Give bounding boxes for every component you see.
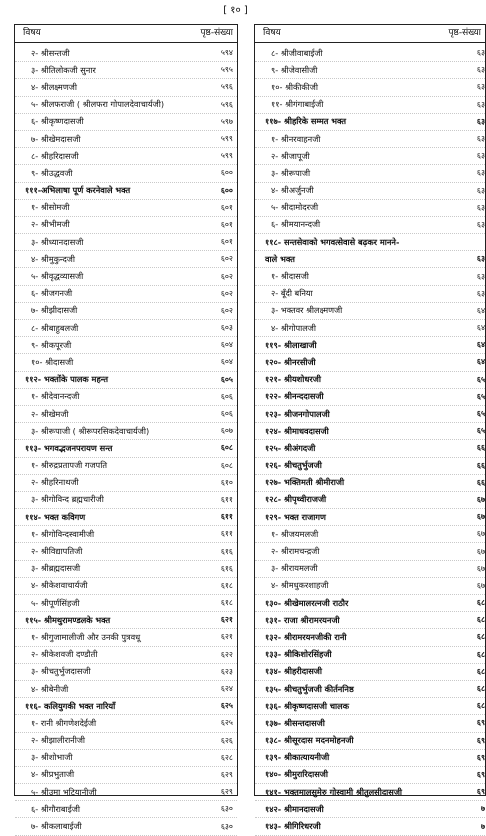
index-entry	[15, 131, 237, 148]
entry-title: ११५- श्रीमथुरामण्डलके भक्त	[25, 614, 111, 625]
entry-page: ६०२	[220, 271, 233, 281]
entry-page: ६६	[476, 443, 485, 453]
entry-page: ६३	[476, 99, 485, 109]
index-entry	[255, 698, 485, 715]
index-entry	[15, 79, 237, 96]
entry-title: २- श्रीरामचन्द्रजी	[271, 546, 320, 557]
entry-title: १२७- भक्तिमती श्रीमीराजी	[265, 477, 345, 488]
entry-title: ५- श्रीदामोदरजी	[271, 202, 319, 213]
index-entry	[255, 647, 485, 664]
entry-page: ६२१	[220, 632, 233, 642]
entry-page: ६३०	[220, 804, 233, 814]
entry-title: १४२- श्रीमानदासजी	[265, 803, 324, 814]
entry-page: ६८	[476, 598, 485, 608]
entry-page: ७	[480, 804, 485, 814]
index-entry	[15, 165, 237, 182]
entry-page: ६५	[476, 426, 485, 436]
entry-title: ३- श्रीध्यानदासजी	[31, 236, 84, 247]
entry-page: ६०१	[220, 237, 233, 247]
entry-page: ६२५	[220, 718, 233, 728]
index-entry	[255, 165, 485, 182]
index-entry	[15, 612, 237, 629]
entry-title: ७- श्रीखेमदासजी	[31, 133, 81, 144]
entry-title: ८- श्रीजीवाबाईजी	[271, 47, 323, 58]
entry-page: ६२९	[220, 787, 233, 797]
entry-title: १२२- श्रीनन्ददासजी	[265, 391, 324, 402]
entry-page: ६१०	[220, 477, 233, 487]
entry-page: ६६	[476, 477, 485, 487]
entry-page: ६३०	[220, 821, 233, 831]
left-entries	[15, 43, 237, 836]
entry-title: वाले भक्त	[265, 253, 295, 264]
right-column-header	[255, 25, 485, 43]
entry-title: १३९- श्रीकात्यायनीजी	[265, 752, 330, 763]
index-entry	[255, 268, 485, 285]
page-number: [ १० ]	[223, 5, 248, 16]
subject-heading: विषय	[263, 28, 281, 38]
entry-page: ६३	[476, 134, 485, 144]
entry-page: ६९	[476, 787, 485, 797]
entry-title: ११९- श्रीलाखाजी	[265, 339, 317, 350]
entry-title: १- श्रीदेवानन्दजी	[31, 391, 80, 402]
index-entry	[15, 647, 237, 664]
index-entry	[15, 767, 237, 784]
index-entry	[15, 251, 237, 268]
entry-page: ६३	[476, 202, 485, 212]
entry-title: १२९- भक्त राजागण	[265, 511, 326, 522]
index-entry	[15, 200, 237, 217]
entry-title: १२०- श्रीनरसीजी	[265, 356, 316, 367]
entry-page: ६३	[476, 151, 485, 161]
index-entry	[15, 681, 237, 698]
index-entry	[15, 354, 237, 371]
index-entry	[15, 526, 237, 543]
index-entry	[15, 372, 237, 389]
entry-title: ४- श्रीकेशवाचार्यजी	[31, 580, 88, 591]
index-entry	[15, 389, 237, 406]
index-entry	[15, 561, 237, 578]
index-entry	[15, 406, 237, 423]
entry-title: १४०- श्रीमुरारिदासजी	[265, 769, 328, 780]
entry-title: १- श्रीनरवाहनजी	[271, 133, 321, 144]
entry-title: ३- श्रीरायमलजी	[271, 563, 318, 574]
entry-title: १४३- श्रीगिरिधरजी	[265, 821, 321, 832]
index-entry	[255, 440, 485, 457]
index-entry	[255, 320, 485, 337]
index-entry	[15, 303, 237, 320]
entry-page: ६०४	[220, 357, 233, 367]
entry-page: ६०२	[220, 254, 233, 264]
index-entry	[255, 681, 485, 698]
index-entry	[255, 79, 485, 96]
index-entry	[255, 148, 485, 165]
index-entry	[15, 595, 237, 612]
entry-title: ६- श्रीमयानन्दजी	[271, 219, 321, 230]
index-entry	[15, 509, 237, 526]
index-entry	[255, 114, 485, 131]
entry-page: ५९६	[220, 99, 233, 109]
entry-title: २- श्रीसन्तजी	[31, 47, 70, 58]
entry-title: १- श्रीगुजामालीजी और उनकी पुत्रवधू	[31, 631, 141, 642]
entry-title: ८- श्रीहरिदासजी	[31, 150, 79, 161]
entry-title: ३- श्रीरूपाजी	[271, 167, 311, 178]
right-entries	[255, 43, 485, 836]
entry-title: ५- श्रीउमा भटियानीजी	[31, 786, 97, 797]
index-entry	[255, 629, 485, 646]
index-entry	[15, 62, 237, 79]
index-entry	[15, 698, 237, 715]
entry-title: १- रानी श्रीगणेशदेईजी	[31, 717, 97, 728]
index-entry	[15, 234, 237, 251]
entry-title: ७- श्रीकलाबाईजी	[31, 821, 82, 832]
entry-page: ५९५	[220, 65, 233, 75]
index-entry	[15, 733, 237, 750]
index-entry	[255, 750, 485, 767]
index-entry	[255, 526, 485, 543]
entry-title: १११-अभिलाषा पूर्ण करनेवाले भक्त	[25, 185, 131, 196]
entry-title: १२४- श्रीमाधवदासजी	[265, 425, 329, 436]
entry-page: ६८	[476, 632, 485, 642]
entry-title: ६- श्रीजगनजी	[31, 288, 73, 299]
entry-page: ६२४	[220, 684, 233, 694]
entry-page: ६८	[476, 684, 485, 694]
index-entry	[15, 818, 237, 835]
entry-title: ४- श्रीअर्जुनजी	[271, 185, 314, 196]
entry-title: ७- श्रीझीदासजी	[31, 305, 78, 316]
index-entry	[15, 97, 237, 114]
entry-title: ३- श्रीरूपाजी ( श्रीरूपरसिकदेवाचार्यजी)	[31, 425, 150, 436]
entry-page: ६११	[220, 512, 233, 522]
entry-page: ५९९	[220, 151, 233, 161]
entry-page: ६७	[476, 563, 485, 573]
index-entry	[255, 286, 485, 303]
index-entry	[15, 715, 237, 732]
entry-title: ११- श्रीगंगाबाईजी	[271, 99, 324, 110]
index-entry	[255, 251, 485, 268]
index-entry	[15, 750, 237, 767]
entry-page: ६३	[476, 254, 485, 264]
index-entry	[255, 733, 485, 750]
entry-page: ६२३	[220, 666, 233, 676]
entry-page: ६०२	[220, 305, 233, 315]
entry-title: १३७- श्रीसन्तदासजी	[265, 717, 325, 728]
entry-title: १०- श्रीकीकीजी	[271, 81, 319, 92]
entry-page: ६९	[476, 735, 485, 745]
entry-title: ६- श्रीगौराबाईजी	[31, 803, 80, 814]
entry-page: ६५	[476, 391, 485, 401]
index-entry	[255, 62, 485, 79]
entry-title: १३३- श्रीकिशोरसिंहजी	[265, 649, 332, 660]
entry-page: ६३	[476, 48, 485, 58]
index-entry	[255, 801, 485, 818]
entry-title: १३६- श्रीकृष्णदासजी चालक	[265, 700, 349, 711]
entry-page: ६१८	[220, 598, 233, 608]
index-entry	[255, 45, 485, 62]
entry-page: ६८	[476, 701, 485, 711]
entry-title: ३- भक्तवर श्रीलक्ष्मणजी	[271, 305, 343, 316]
entry-page: ६४	[476, 323, 485, 333]
subject-heading: विषय	[23, 28, 41, 38]
index-entry	[15, 114, 237, 131]
entry-page: ६३	[476, 168, 485, 178]
entry-title: २- श्रीकेशवजी दण्डौती	[31, 649, 98, 660]
entry-page: ६३	[476, 82, 485, 92]
entry-title: ९- श्रीउद्धवजी	[31, 167, 73, 178]
entry-page: ६०८	[220, 443, 233, 453]
entry-page: ६४	[476, 357, 485, 367]
index-entry	[15, 475, 237, 492]
index-entry	[15, 217, 237, 234]
entry-page: ६२२	[220, 649, 233, 659]
entry-title: ९- श्रीकपूरजी	[31, 339, 72, 350]
left-column-header	[15, 25, 237, 43]
entry-title: १- श्रीरुद्रप्रतापजी गजपति	[31, 460, 107, 471]
entry-title: १- श्रीजयमलजी	[271, 528, 319, 539]
entry-page: ६६	[476, 460, 485, 470]
entry-title: ११२- भक्तोंके पालक महन्त	[25, 374, 108, 385]
entry-title: २- श्रीझालीरानीजी	[31, 735, 86, 746]
index-entry	[15, 578, 237, 595]
entry-title: १३८- श्रीसूरदास मदनमोहनजी	[265, 735, 354, 746]
entry-page: ६०१	[220, 219, 233, 229]
entry-page: ६०५	[220, 374, 233, 384]
entry-title: १०- श्रीदासजी	[31, 356, 74, 367]
entry-page: ६११	[220, 494, 233, 504]
entry-title: २- श्रीखेमजी	[31, 408, 69, 419]
entry-title: ११४- भक्त कविगण	[25, 511, 86, 522]
entry-title: २- श्रीभीमजी	[31, 219, 70, 230]
index-entry	[255, 664, 485, 681]
entry-page: ६७	[476, 546, 485, 556]
entry-title: १३१- राजा श्रीरामरयनजी	[265, 614, 340, 625]
entry-title: १- श्रीसोमजी	[31, 202, 70, 213]
entry-title: २- श्रीविद्यापतिजी	[31, 546, 83, 557]
entry-title: १४१- भक्तमालसुमेरु गोस्वामी श्रीतुलसीदासजी	[265, 786, 403, 797]
entry-title: १२१- श्रीयशोधरजी	[265, 374, 321, 385]
entry-page: ६०३	[220, 323, 233, 333]
index-entry	[15, 268, 237, 285]
entry-title: १३०- श्रीखेमालरत्नजी राठौर	[265, 597, 349, 608]
entry-title: १२८- श्रीपृथ्वीराजजी	[265, 494, 327, 505]
index-entry	[255, 612, 485, 629]
index-entry	[15, 320, 237, 337]
entry-page: ६२६	[220, 735, 233, 745]
entry-page: ५९७	[220, 116, 233, 126]
entry-title: ५- श्रीलफराजी ( श्रीलफरा गोपालदेवाचार्यजी)	[31, 99, 165, 110]
index-entry	[15, 664, 237, 681]
index-entry	[255, 217, 485, 234]
entry-page: ६९	[476, 718, 485, 728]
entry-title: ३- श्रीगोविन्द ब्रह्मचारीजी	[31, 494, 104, 505]
entry-title: ४- श्रीमुकुन्दजी	[31, 253, 75, 264]
index-entry	[15, 784, 237, 801]
entry-title: १- श्रीगोविन्दस्वामीजी	[31, 528, 95, 539]
index-entry	[15, 440, 237, 457]
entry-page: ६३	[476, 271, 485, 281]
entry-page: ६४	[476, 340, 485, 350]
entry-title: ४- श्रीमधुकरशाहजी	[271, 580, 329, 591]
index-entry	[255, 767, 485, 784]
index-entry	[15, 337, 237, 354]
entry-title: १- श्रीदासजी	[271, 271, 309, 282]
entry-title: १२५- श्रीअंगदजी	[265, 442, 316, 453]
entry-page: ६२९	[220, 769, 233, 779]
index-entry	[255, 561, 485, 578]
entry-title: ३- श्रीचतुर्भुजदासजी	[31, 666, 91, 677]
index-entry	[255, 595, 485, 612]
entry-page: ७	[480, 821, 485, 831]
index-entry	[15, 45, 237, 62]
index-entry	[15, 801, 237, 818]
index-entry	[255, 475, 485, 492]
entry-title: ११३- भगवद्भजनपरायण सन्त	[25, 442, 113, 453]
entry-page: ६०६	[220, 409, 233, 419]
entry-title: ४- श्रीलक्ष्मणजी	[31, 81, 77, 92]
entry-title: ६- श्रीकृष्णदासजी	[31, 116, 84, 127]
index-entry	[255, 406, 485, 423]
entry-title: १३४- श्रीहरीदासजी	[265, 666, 322, 677]
entry-title: ३- श्रीतिलोकजी सुनार	[31, 64, 96, 75]
entry-page: ६५	[476, 409, 485, 419]
index-entry	[255, 303, 485, 320]
entry-page: ६०१	[220, 202, 233, 212]
index-entry	[255, 97, 485, 114]
index-entry	[15, 629, 237, 646]
entry-page: ६८	[476, 649, 485, 659]
entry-page: ६७	[476, 512, 485, 522]
entry-page: ६९	[476, 769, 485, 779]
entry-page: ६००	[220, 168, 233, 178]
index-entry	[15, 492, 237, 509]
index-entry	[255, 131, 485, 148]
entry-title: १२६- श्रीचतुर्भुजजी	[265, 460, 322, 471]
index-entry	[15, 543, 237, 560]
entry-page: ६१६	[220, 563, 233, 573]
entry-page: ६३	[476, 288, 485, 298]
entry-title: ८- श्रीबाहुबलजी	[31, 322, 79, 333]
entry-page: ६०४	[220, 340, 233, 350]
index-entry	[255, 423, 485, 440]
entry-title: २- बूँदी बनिया	[271, 288, 313, 299]
index-entry	[255, 372, 485, 389]
entry-title: २- श्रीजापूजी	[271, 150, 310, 161]
entry-page: ६५	[476, 374, 485, 384]
left-index-column	[14, 24, 238, 832]
entry-page: ६३	[476, 116, 485, 126]
index-entry	[255, 458, 485, 475]
entry-title: ३- श्रीब्रह्मदासजी	[31, 563, 81, 574]
entry-page: ६३	[476, 219, 485, 229]
entry-title: ११७- श्रीहरिके सम्मत भक्त	[265, 116, 347, 127]
entry-title: ४- श्रीबेनीजी	[31, 683, 69, 694]
entry-title: ११६- कलियुगकी भक्त नारियाँ	[25, 700, 116, 711]
index-entry	[15, 183, 237, 200]
entry-title: १२३- श्रीजनगोपालजी	[265, 408, 330, 419]
index-entry	[255, 354, 485, 371]
index-entry	[255, 543, 485, 560]
index-entry	[255, 509, 485, 526]
entry-title: १३२- श्रीरामरयनजीकी रानी	[265, 631, 347, 642]
index-entry	[255, 389, 485, 406]
entry-page: ६२८	[220, 752, 233, 762]
entry-page: ६०८	[220, 460, 233, 470]
entry-page: ६३	[476, 185, 485, 195]
index-entry	[15, 148, 237, 165]
page-count-heading: पृष्ठ-संख्या	[200, 28, 233, 38]
index-entry	[255, 784, 485, 801]
entry-title: १३५- श्रीचतुर्भुजजी कीर्तननिष्ठ	[265, 683, 354, 694]
index-entry	[255, 234, 485, 251]
entry-page: ६१८	[220, 580, 233, 590]
entry-page: ६२१	[220, 615, 233, 625]
entry-page: ६९	[476, 752, 485, 762]
entry-page: ६०६	[220, 391, 233, 401]
entry-title: ५- श्रीपूर्णसिंहजी	[31, 597, 80, 608]
entry-page: ६७	[476, 580, 485, 590]
index-entry	[15, 423, 237, 440]
right-index-column	[254, 24, 486, 832]
entry-page: ६२५	[220, 701, 233, 711]
entry-page: ६१६	[220, 546, 233, 556]
entry-title: ३- श्रीशोभाजी	[31, 752, 73, 763]
entry-page: ५९९	[220, 134, 233, 144]
index-entry	[15, 458, 237, 475]
entry-title: ५- श्रीवृद्धव्यासजी	[31, 271, 84, 282]
entry-page: ६७	[476, 494, 485, 504]
index-entry	[255, 183, 485, 200]
index-entry	[255, 818, 485, 835]
index-entry	[15, 286, 237, 303]
entry-title: २- श्रीहरिनाथजी	[31, 477, 79, 488]
entry-page: ६४	[476, 305, 485, 315]
index-entry	[255, 578, 485, 595]
entry-page: ६११	[220, 529, 233, 539]
entry-page: ६३	[476, 65, 485, 75]
entry-title: ४- श्रीप्रभुताजी	[31, 769, 75, 780]
entry-page: ६८	[476, 615, 485, 625]
index-entry	[255, 492, 485, 509]
entry-title: ४- श्रीगोपालजी	[271, 322, 316, 333]
entry-page: ५९६	[220, 82, 233, 92]
entry-page: ६०२	[220, 288, 233, 298]
entry-page: ५९४	[220, 48, 233, 58]
entry-page: ६०७	[220, 426, 233, 436]
page-count-heading: पृष्ठ-संख्या	[448, 28, 481, 38]
entry-page: ६८	[476, 666, 485, 676]
index-entry	[255, 337, 485, 354]
entry-title: ९- श्रीजेवासीजी	[271, 64, 318, 75]
entry-page: ६७	[476, 529, 485, 539]
entry-page: ६००	[220, 185, 233, 195]
index-entry	[255, 715, 485, 732]
index-entry	[255, 200, 485, 217]
entry-title: ११८- सन्तसेवाको भगवत्सेवासे बढ़कर मानने-	[265, 236, 400, 247]
